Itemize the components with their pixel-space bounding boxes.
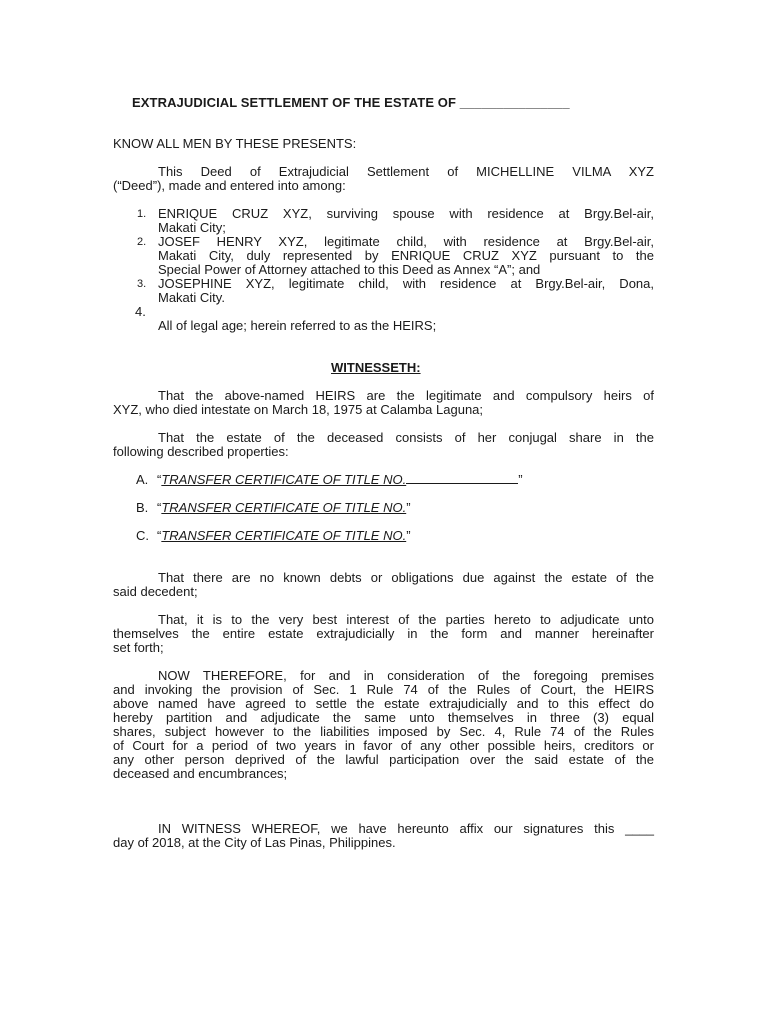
party-number-3: 3. <box>137 278 147 290</box>
party-2-line-2: Makati City, duly represented by ENRIQUE CRUZ XYZ pursuant to the <box>158 248 654 263</box>
party-number-2: 2. <box>137 236 147 248</box>
property-letter-a: A. <box>136 472 149 487</box>
witnesseth-heading: WITNESSETH: <box>331 360 421 375</box>
party-2-line-3: Special Power of Attorney attached to this Deed as Annex “A”; and <box>158 262 541 277</box>
property-a-open-quote: “ <box>157 472 162 487</box>
para-debts-line-2: said decedent; <box>113 584 198 599</box>
property-c <box>157 529 411 543</box>
property-a-close-quote: ” <box>518 472 523 487</box>
para-interest-line-1: That, it is to the very best interest of the parties hereto to adjudicate unto <box>158 612 654 627</box>
para-therefore-line-2: and invoking the provision of Sec. 1 Rule 74 of the Rules of Court, the HEIRS <box>113 682 654 697</box>
property-letter-b: B. <box>136 500 149 515</box>
para-therefore-line-1: NOW THEREFORE, for and in consideration of the foregoing premises <box>158 668 654 683</box>
document-title: EXTRAJUDICIAL SETTLEMENT OF THE ESTATE OF _______________ <box>132 95 570 110</box>
para-interest-line-2: themselves the entire estate extrajudicially in the form and manner hereinafter <box>113 626 654 641</box>
party-3-line-2: Makati City. <box>158 290 225 305</box>
para-estate-line-2: following described properties: <box>113 444 289 459</box>
para-witness-line-2: day of 2018, at the City of Las Pinas, Philippines. <box>113 835 396 850</box>
property-c-title: TRANSFER CERTIFICATE OF TITLE NO. <box>161 528 407 543</box>
party-3-line-1: JOSEPHINE XYZ, legitimate child, with residence at Brgy.Bel-air, Dona, <box>158 276 654 291</box>
party-number-4: 4. <box>135 304 146 319</box>
para-therefore-line-5: shares, subject however to the liabilities imposed by Sec. 4, Rule 74 of the Rules <box>113 724 654 739</box>
property-b-title: TRANSFER CERTIFICATE OF TITLE NO. <box>161 500 407 515</box>
intro-line-2: (“Deed”), made and entered into among: <box>113 178 346 193</box>
intro-line-1: This Deed of Extrajudicial Settlement of MICHELLINE VILMA XYZ <box>158 164 654 179</box>
para-therefore-line-8: deceased and encumbrances; <box>113 766 288 781</box>
property-c-close-quote: ” <box>406 528 411 543</box>
property-b <box>157 501 411 515</box>
party-1-line-1: ENRIQUE CRUZ XYZ, surviving spouse with residence at Brgy.Bel-air, <box>158 206 654 221</box>
property-c-open-quote: “ <box>157 528 162 543</box>
para-therefore-line-4: hereby partition and adjudicate the same unto themselves in three (3) equal <box>113 710 654 725</box>
para-therefore-line-7: any other person deprived of the lawful participation over the said estate of the <box>113 752 654 767</box>
para-debts-line-1: That there are no known debts or obligations due against the estate of the <box>158 570 654 585</box>
para-therefore-line-3: above named have agreed to settle the estate extrajudicially and to this effect do <box>113 696 654 711</box>
heirs-line: All of legal age; herein referred to as the HEIRS; <box>158 318 437 333</box>
property-b-close-quote: ” <box>406 500 411 515</box>
para-witness-line-1: IN WITNESS WHEREOF, we have hereunto affix our signatures this ____ <box>158 821 654 836</box>
party-2-line-1: JOSEF HENRY XYZ, legitimate child, with residence at Brgy.Bel-air, <box>158 234 654 249</box>
property-b-open-quote: “ <box>157 500 162 515</box>
party-1-line-2: Makati City; <box>158 220 226 235</box>
property-a <box>157 473 523 487</box>
property-a-title: TRANSFER CERTIFICATE OF TITLE NO. <box>161 472 407 487</box>
para-heirs-line-1: That the above-named HEIRS are the legitimate and compulsory heirs of <box>158 388 654 403</box>
salutation: KNOW ALL MEN BY THESE PRESENTS: <box>113 136 357 151</box>
property-a-blank <box>406 473 518 484</box>
party-number-1: 1. <box>137 208 147 220</box>
para-estate-line-1: That the estate of the deceased consists of her conjugal share in the <box>158 430 654 445</box>
property-letter-c: C. <box>136 528 149 543</box>
para-interest-line-3: set forth; <box>113 640 164 655</box>
para-heirs-line-2: XYZ, who died intestate on March 18, 1975 at Calamba Laguna; <box>113 402 484 417</box>
para-therefore-line-6: of Court for a period of two years in favor of any other possible heirs, creditors or <box>113 738 654 753</box>
